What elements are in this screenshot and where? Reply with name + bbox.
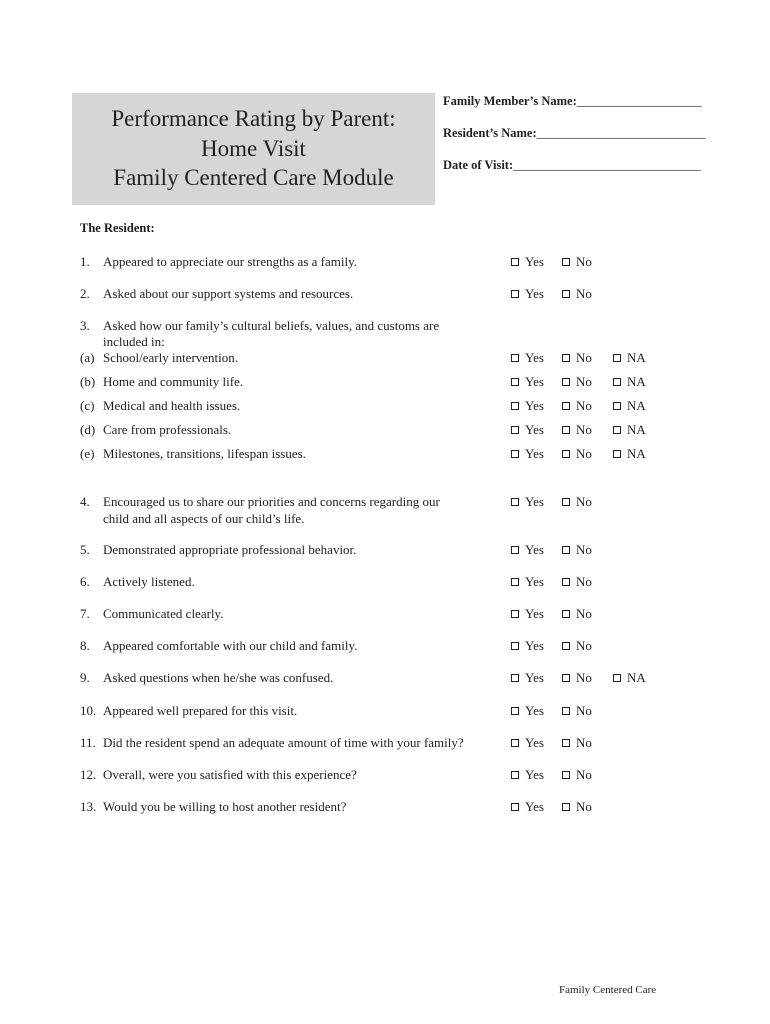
checkbox-icon <box>511 674 519 682</box>
na-label: NA <box>627 350 646 365</box>
checkbox-icon <box>511 498 519 506</box>
q9-na-checkbox[interactable] <box>613 670 646 686</box>
checkbox-icon <box>613 402 621 410</box>
q3e-yes-checkbox[interactable] <box>511 446 544 462</box>
checkbox-icon <box>511 642 519 650</box>
q2-yes-checkbox[interactable] <box>511 286 544 302</box>
na-label: NA <box>627 670 646 685</box>
q5-yes-checkbox[interactable] <box>511 542 544 558</box>
q3d-no-checkbox[interactable] <box>562 422 592 438</box>
resident-name-field[interactable] <box>443 126 705 141</box>
question-text: Asked questions when he/she was confused. <box>103 670 334 685</box>
question-number: 6. <box>80 574 90 589</box>
q3a-yes-checkbox[interactable] <box>511 350 544 366</box>
resident-name-label: Resident’s Name: <box>443 126 537 140</box>
checkbox-icon <box>511 290 519 298</box>
family-member-name-field[interactable] <box>443 94 702 109</box>
question-text: Did the resident spend an adequate amount of time with your family? <box>103 735 464 750</box>
q3c-no-checkbox[interactable] <box>562 398 592 414</box>
checkbox-icon <box>562 290 570 298</box>
q13-no-checkbox[interactable] <box>562 799 592 815</box>
title-line-3: Family Centered Care Module <box>113 165 394 190</box>
no-label: No <box>576 542 592 557</box>
checkbox-icon <box>511 739 519 747</box>
yes-label: Yes <box>525 703 544 718</box>
no-label: No <box>576 494 592 509</box>
title-box <box>72 93 435 205</box>
q3c-yes-checkbox[interactable] <box>511 398 544 414</box>
no-label: No <box>576 286 592 301</box>
checkbox-icon <box>613 450 621 458</box>
question-number: 3. <box>80 318 90 333</box>
q10-yes-checkbox[interactable] <box>511 703 544 719</box>
q3a-na-checkbox[interactable] <box>613 350 646 366</box>
question-text: Appeared well prepared for this visit. <box>103 703 298 718</box>
checkbox-icon <box>511 402 519 410</box>
question-text-line-2: child and all aspects of our child’s life. <box>103 511 305 526</box>
sub-question-text: Medical and health issues. <box>103 398 241 413</box>
q1-no-checkbox[interactable] <box>562 254 592 270</box>
q10-no-checkbox[interactable] <box>562 703 592 719</box>
date-of-visit-line[interactable]: ______________________________ <box>513 158 701 172</box>
title-line-2: Home Visit <box>201 136 306 161</box>
sub-question-letter: (b) <box>80 374 96 389</box>
checkbox-icon <box>562 258 570 266</box>
q1-yes-checkbox[interactable] <box>511 254 544 270</box>
section-heading: The Resident: <box>80 221 155 235</box>
checkbox-icon <box>613 426 621 434</box>
checkbox-icon <box>562 378 570 386</box>
no-label: No <box>576 574 592 589</box>
no-label: No <box>576 767 592 782</box>
no-label: No <box>576 350 592 365</box>
no-label: No <box>576 254 592 269</box>
yes-label: Yes <box>525 767 544 782</box>
yes-label: Yes <box>525 735 544 750</box>
yes-label: Yes <box>525 799 544 814</box>
question-text-line-1: Asked how our family’s cultural beliefs, values, and customs are <box>103 318 440 333</box>
q3c-na-checkbox[interactable] <box>613 398 646 414</box>
question-text: Communicated clearly. <box>103 606 224 621</box>
q4-yes-checkbox[interactable] <box>511 494 544 510</box>
no-label: No <box>576 670 592 685</box>
checkbox-icon <box>511 610 519 618</box>
yes-label: Yes <box>525 670 544 685</box>
checkbox-icon <box>511 707 519 715</box>
q3b-no-checkbox[interactable] <box>562 374 592 390</box>
q3b-yes-checkbox[interactable] <box>511 374 544 390</box>
q8-no-checkbox[interactable] <box>562 638 592 654</box>
checkbox-icon <box>562 402 570 410</box>
q9-no-checkbox[interactable] <box>562 670 592 686</box>
yes-label: Yes <box>525 422 544 437</box>
checkbox-icon <box>511 258 519 266</box>
q7-yes-checkbox[interactable] <box>511 606 544 622</box>
na-label: NA <box>627 374 646 389</box>
sub-question-letter: (d) <box>80 422 96 437</box>
no-label: No <box>576 446 592 461</box>
checkbox-icon <box>613 378 621 386</box>
sub-question-letter: (e) <box>80 446 95 461</box>
checkbox-icon <box>562 610 570 618</box>
checkbox-icon <box>562 498 570 506</box>
q3d-na-checkbox[interactable] <box>613 422 646 438</box>
yes-label: Yes <box>525 374 544 389</box>
no-label: No <box>576 703 592 718</box>
question-number: 4. <box>80 494 90 509</box>
no-label: No <box>576 374 592 389</box>
q3b-na-checkbox[interactable] <box>613 374 646 390</box>
checkbox-icon <box>511 354 519 362</box>
no-label: No <box>576 799 592 814</box>
q13-yes-checkbox[interactable] <box>511 799 544 815</box>
question-text: Would you be willing to host another resident? <box>103 799 347 814</box>
no-label: No <box>576 606 592 621</box>
checkbox-icon <box>562 450 570 458</box>
yes-label: Yes <box>525 638 544 653</box>
checkbox-icon <box>562 739 570 747</box>
yes-label: Yes <box>525 606 544 621</box>
no-label: No <box>576 735 592 750</box>
checkbox-icon <box>562 426 570 434</box>
checkbox-icon <box>511 803 519 811</box>
q11-yes-checkbox[interactable] <box>511 735 544 751</box>
family-member-name-line[interactable]: ____________________ <box>576 94 702 108</box>
sub-question-text: Home and community life. <box>103 374 244 389</box>
sub-question-text: Care from professionals. <box>103 422 232 437</box>
q6-yes-checkbox[interactable] <box>511 574 544 590</box>
q5-no-checkbox[interactable] <box>562 542 592 558</box>
q11-no-checkbox[interactable] <box>562 735 592 751</box>
checkbox-icon <box>511 378 519 386</box>
title-line-1: Performance Rating by Parent: <box>111 106 396 131</box>
yes-label: Yes <box>525 350 544 365</box>
no-label: No <box>576 638 592 653</box>
q12-no-checkbox[interactable] <box>562 767 592 783</box>
na-label: NA <box>627 422 646 437</box>
checkbox-icon <box>511 578 519 586</box>
sub-question-text: Milestones, transitions, lifespan issues. <box>103 446 306 461</box>
question-text: Appeared to appreciate our strengths as a family. <box>103 254 358 269</box>
yes-label: Yes <box>525 446 544 461</box>
checkbox-icon <box>562 674 570 682</box>
yes-label: Yes <box>525 542 544 557</box>
question-number: 11. <box>80 735 96 750</box>
sub-question-text: School/early intervention. <box>103 350 239 365</box>
checkbox-icon <box>562 707 570 715</box>
question-number: 1. <box>80 254 90 269</box>
q12-yes-checkbox[interactable] <box>511 767 544 783</box>
sub-question-letter: (c) <box>80 398 95 413</box>
question-number: 2. <box>80 286 90 301</box>
question-text: Actively listened. <box>103 574 195 589</box>
no-label: No <box>576 398 592 413</box>
date-of-visit-label: Date of Visit: <box>443 158 514 172</box>
date-of-visit-field[interactable] <box>443 158 701 173</box>
checkbox-icon <box>562 354 570 362</box>
no-label: No <box>576 422 592 437</box>
question-text: Asked about our support systems and resources. <box>103 286 354 301</box>
checkbox-icon <box>613 354 621 362</box>
resident-name-line[interactable]: ___________________________ <box>536 126 706 140</box>
na-label: NA <box>627 446 646 461</box>
checkbox-icon <box>562 578 570 586</box>
question-text: Appeared comfortable with our child and family. <box>103 638 358 653</box>
sub-question-letter: (a) <box>80 350 95 365</box>
yes-label: Yes <box>525 286 544 301</box>
question-text-line-2: included in: <box>103 334 165 349</box>
checkbox-icon <box>511 546 519 554</box>
q8-yes-checkbox[interactable] <box>511 638 544 654</box>
question-number: 5. <box>80 542 90 557</box>
q3d-yes-checkbox[interactable] <box>511 422 544 438</box>
question-number: 8. <box>80 638 90 653</box>
checkbox-icon <box>562 546 570 554</box>
q4-no-checkbox[interactable] <box>562 494 592 510</box>
checkbox-icon <box>511 426 519 434</box>
question-text: Overall, were you satisfied with this experience? <box>103 767 357 782</box>
q3e-na-checkbox[interactable] <box>613 446 646 462</box>
question-number: 12. <box>80 767 97 782</box>
question-number: 13. <box>80 799 97 814</box>
q3e-no-checkbox[interactable] <box>562 446 592 462</box>
question-number: 7. <box>80 606 90 621</box>
question-text-line-1: Encouraged us to share our priorities and concerns regarding our <box>103 494 440 509</box>
checkbox-icon <box>562 642 570 650</box>
yes-label: Yes <box>525 574 544 589</box>
yes-label: Yes <box>525 254 544 269</box>
q9-yes-checkbox[interactable] <box>511 670 544 686</box>
checkbox-icon <box>511 771 519 779</box>
question-number: 10. <box>80 703 97 718</box>
checkbox-icon <box>562 771 570 779</box>
family-member-name-label: Family Member’s Name: <box>443 94 577 108</box>
yes-label: Yes <box>525 398 544 413</box>
checkbox-icon <box>562 803 570 811</box>
question-number: 9. <box>80 670 90 685</box>
question-text: Demonstrated appropriate professional behavior. <box>103 542 357 557</box>
q7-no-checkbox[interactable] <box>562 606 592 622</box>
yes-label: Yes <box>525 494 544 509</box>
page-footer: Family Centered Care <box>559 984 657 996</box>
q2-no-checkbox[interactable] <box>562 286 592 302</box>
checkbox-icon <box>511 450 519 458</box>
q6-no-checkbox[interactable] <box>562 574 592 590</box>
q3a-no-checkbox[interactable] <box>562 350 592 366</box>
na-label: NA <box>627 398 646 413</box>
checkbox-icon <box>613 674 621 682</box>
